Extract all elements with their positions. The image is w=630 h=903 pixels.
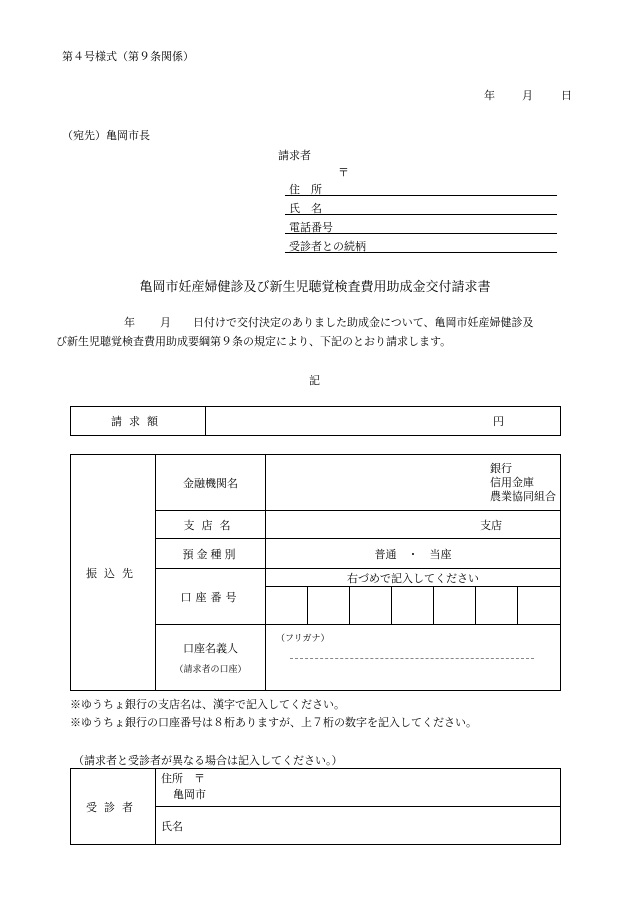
account-digit-7[interactable] (518, 587, 561, 625)
date-month: 月 (522, 89, 533, 102)
form-number: 第４号様式（第９条関係） (62, 50, 194, 63)
furigana-label: （フリガナ） (276, 634, 330, 644)
account-holder-sub: （請求者の口座） (174, 665, 247, 675)
requester-label: 請求者 (278, 149, 311, 162)
requester-phone-label: 電話番号 (289, 221, 333, 234)
document-title: 亀岡市妊産婦健診及び新生児聴覚検査費用助成金交付請求書 (139, 280, 491, 295)
account-number-label: 口座番号 (156, 569, 266, 625)
account-digit-5[interactable] (434, 587, 476, 625)
amount-label: 請求額 (71, 407, 206, 436)
bank-name-label: 金融機関名 (156, 455, 266, 511)
body-line1: 日付けで交付決定のありました助成金について、亀岡市妊産婦健診及 (193, 316, 534, 329)
examinee-name-label: 氏名 (161, 819, 183, 833)
note-2: ※ゆうちょ銀行の口座番号は８桁ありますが、上７桁の数字を記入してください。 (70, 716, 477, 729)
ki-label: 記 (309, 374, 320, 387)
requester-address-line[interactable] (285, 195, 557, 196)
amount-table (70, 406, 561, 436)
examinee-address-label: 住所 〒 (161, 772, 205, 785)
transfer-label: 振込先 (71, 455, 156, 691)
account-holder-field[interactable] (266, 625, 561, 691)
account-holder-label: 口座名義人 (183, 642, 238, 655)
amount-unit: 円 (493, 415, 504, 428)
furigana-dotted-line (290, 658, 534, 659)
body-month: 月 (160, 316, 171, 329)
branch-suffix: 支店 (480, 518, 503, 532)
account-digit-6[interactable] (476, 587, 518, 625)
examinee-intro: （請求者と受診者が異なる場合は記入してください。） (73, 754, 343, 767)
requester-name-line[interactable] (285, 214, 557, 215)
postal-mark: 〒 (338, 166, 349, 179)
examinee-name-field[interactable] (156, 807, 561, 845)
requester-relation-line[interactable] (285, 252, 557, 253)
body-year: 年 (124, 316, 135, 329)
account-holder-label-cell (156, 625, 266, 691)
bank-type-ja: 農業協同組合 (490, 489, 556, 503)
requester-phone-line[interactable] (285, 233, 557, 234)
transfer-table (70, 454, 561, 691)
branch-name-field[interactable] (266, 511, 561, 539)
requester-address-label: 住 所 (289, 183, 322, 196)
examinee-address-field[interactable] (156, 769, 561, 807)
account-note: 右づめで記入してください (266, 569, 561, 587)
account-digit-3[interactable] (350, 587, 392, 625)
deposit-type-label: 預金種別 (156, 539, 266, 569)
addressee: （宛先）亀岡市長 (62, 129, 150, 142)
bank-type-bank: 銀行 (490, 461, 512, 475)
body-line2: び新生児聴覚検査費用助成要綱第９条の規定により、下記のとおり請求します。 (56, 335, 452, 348)
examinee-city: 亀岡市 (173, 788, 206, 801)
amount-field[interactable] (206, 407, 561, 436)
bank-name-field[interactable] (266, 455, 561, 511)
branch-name-label: 支店名 (156, 511, 266, 539)
deposit-type-field[interactable]: 普通 ・ 当座 (266, 539, 561, 569)
bank-type-shinkin: 信用金庫 (490, 475, 534, 489)
date-day: 日 (561, 89, 572, 102)
account-digit-1[interactable] (266, 587, 308, 625)
requester-relation-label: 受診者との続柄 (289, 240, 366, 253)
note-1: ※ゆうちょ銀行の支店名は、漢字で記入してください。 (70, 698, 345, 711)
account-digit-2[interactable] (308, 587, 350, 625)
account-digit-4[interactable] (392, 587, 434, 625)
requester-name-label: 氏 名 (289, 202, 322, 215)
date-year: 年 (484, 89, 495, 102)
examinee-label: 受診者 (71, 769, 156, 845)
examinee-table (70, 768, 561, 845)
